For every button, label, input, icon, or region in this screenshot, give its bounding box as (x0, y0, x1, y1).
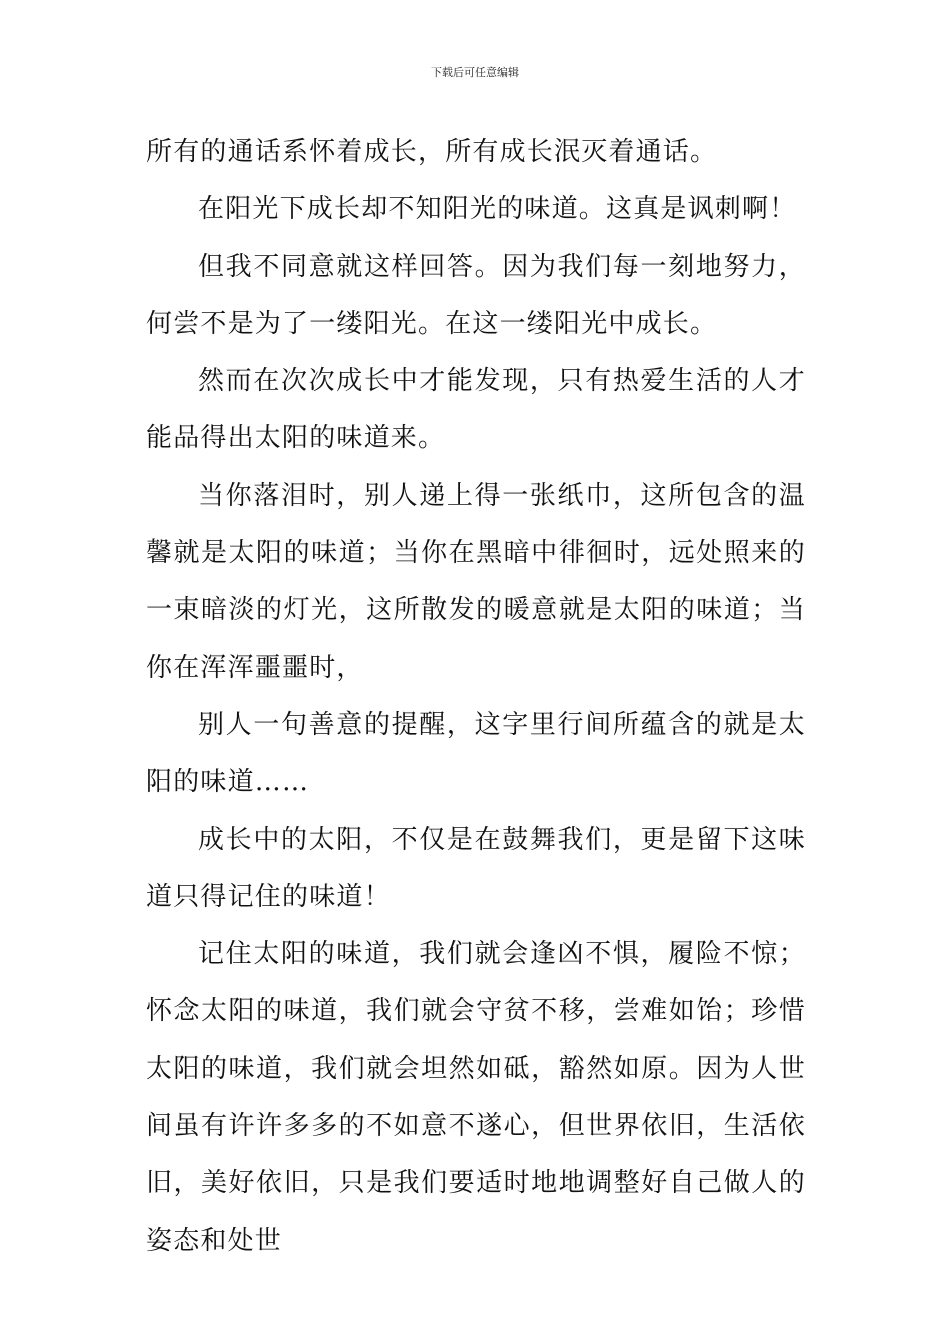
paragraph-7: 成长中的太阳，不仅是在鼓舞我们，更是留下这味道只得记住的味道！ (146, 824, 806, 912)
paragraph-8: 记住太阳的味道，我们就会逢凶不惧，履险不惊；怀念太阳的味道，我们就会守贫不移，尝难如饴；珍惜太阳的味道，我们就会坦然如砥，豁然如原。因为人世间虽有许许多多的不如意不遂心，但世界依旧，生活依旧，美好依旧，只是我们要适时地地调整好自己做人的姿态和处世 (146, 939, 806, 1256)
paragraph-5: 当你落泪时，别人递上得一张纸巾，这所包含的温馨就是太阳的味道；当你在黑暗中徘徊时，远处照来的一束暗淡的灯光，这所散发的暖意就是太阳的味道；当你在浑浑噩噩时， (146, 480, 806, 683)
paragraph-4: 然而在次次成长中才能发现，只有热爱生活的人才能品得出太阳的味道来。 (146, 366, 806, 454)
page-header: 下载后可任意编辑 (431, 66, 519, 79)
paragraph-1: 所有的通话系怀着成长，所有成长泯灭着通话。 (146, 137, 718, 167)
document-body (146, 124, 806, 1270)
paragraph-2: 在阳光下成长却不知阳光的味道。这真是讽刺啊！ (198, 194, 797, 225)
paragraph-6: 别人一句善意的提醒，这字里行间所蕴含的就是太阳的味道…… (146, 709, 806, 798)
paragraph-3: 但我不同意就这样回答。因为我们每一刻地努力，何尝不是为了一缕阳光。在这一缕阳光中成长。 (146, 251, 806, 339)
